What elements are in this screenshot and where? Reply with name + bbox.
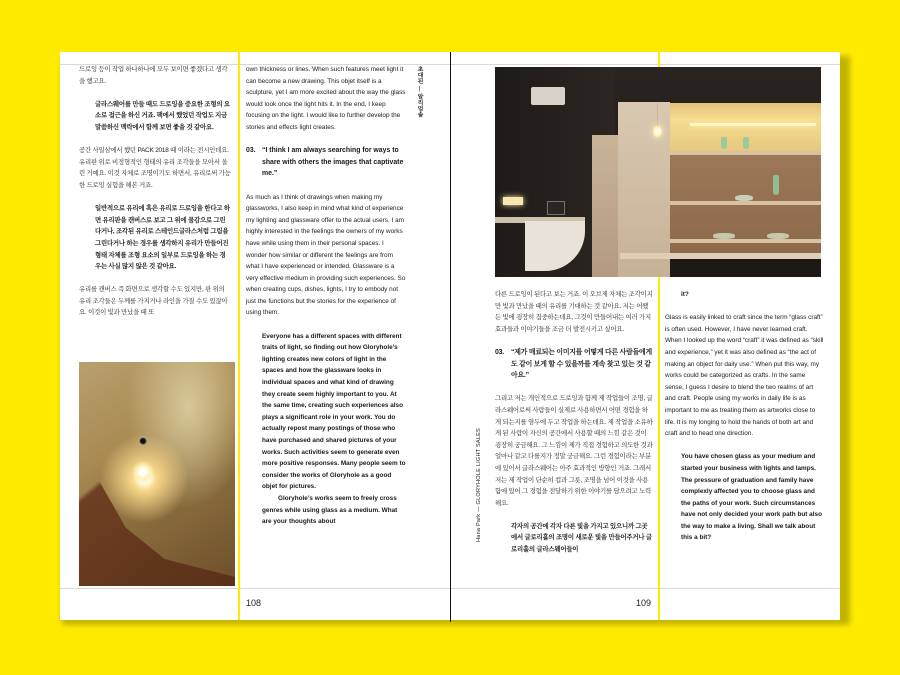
page-number: 108	[246, 598, 262, 608]
shelf	[670, 201, 821, 205]
body-paragraph: 유리를 캔버스 즉 화면으로 생각할 수도 있지만, 판 위의 유리 조각들은 두께를 가지거나 라인을 가질 수도 있잖아요. 이것이 빛과 만났을 때 또	[79, 286, 228, 317]
body-paragraph: 드로잉 등이 작업 하나하나에 모두 보이면 좋겠다고 생각을 했고요.	[79, 66, 228, 85]
right-page-109	[451, 52, 840, 620]
counter	[620, 253, 821, 259]
glass-closeup-photo	[79, 362, 235, 586]
interview-question: You have chosen glass as your medium and started your business with lights and lamps. The pressure of graduation and family have complexly affected you to choose glass and the paths of your work. Such circumstances have not only decided your work path but also the way to make a living. Shall we talk about this a bit?	[681, 453, 822, 542]
pendant-cord	[657, 103, 658, 125]
light-strip	[690, 123, 816, 126]
glass-hole	[138, 436, 148, 446]
body-paragraph: Glass is easily linked to craft since the term “glass craft” is often used. However, I have never learned craft. When I looked up the word “craft” it was defined as “skill and experience,” yet it was also defined as “the act of making an object for daily use.” When put this way, my works could be categorized as crafts. In the same sense, I guess I desire to blend the two realms of art and craft. People using my works in daily life is as important to me as treating them as artworks close to life. It is my longing to hold the hands of both art and craft and to head one direction.	[665, 314, 824, 438]
body-paragraph: own thickness or lines. When such features meet light it can become a new drawing. This objet itself is a sculpture, yet I am more excited about the way the glass would look once the light hits it. In the end, I keep focusing on the light. I would like to further develop the stories and effects light creates.	[246, 66, 406, 131]
shelf	[670, 151, 821, 155]
running-head: 초대된 — 알리엄솔	[416, 66, 422, 118]
heading-number: 03.	[495, 348, 504, 356]
heading-text: “I think I am always searching for ways to share with others the images that captivate me.”	[262, 147, 404, 178]
right-page-column-korean	[495, 289, 653, 567]
left-page-column-english	[246, 64, 406, 528]
left-page-column-korean	[79, 64, 231, 331]
desk-lamp	[503, 197, 523, 205]
interview-question: 일반적으로 유리에 혹은 유리로 드로잉을 한다고 하면 유리판을 캔버스로 보고 그 위에 물감으로 그린다거나, 조각된 유리로 스테인드글라스처럼 그림을 그린다거나 하는 경우를 생각하지 유리가 만들어진 형태 자체를 조형 요소의 일부로 드로잉을 하는 경우는 사실 많지 않은 것 같아요.	[95, 205, 230, 271]
body-paragraph: 공간 사일삼에서 했던 PACK 2018 때 이라는 전시인데요. 유리판 위로 비정형적인 형태의 유리 조각들을 모아서 올린 거예요. 이것 자체로 조명이기도 하면서, 유리로써 가능한 드로잉 실험을 해본 거죠.	[79, 147, 231, 189]
interview-question-end: it?	[681, 291, 689, 298]
heading-number: 03.	[246, 147, 256, 155]
wood-panel	[618, 102, 670, 277]
column-divider	[238, 52, 240, 620]
air-conditioner	[531, 87, 565, 105]
photo-frames	[547, 201, 565, 215]
top-rule	[451, 64, 840, 65]
interview-question: 각자의 공간에 각자 다른 빛을 가지고 있으니까 그곳에서 글로리홀의 조명이 새로운 빛을 만들어주거나 글로리홀의 글라스웨어들이	[511, 522, 652, 554]
running-foot: Hana Park — GLORYHOLE LIGHT SALES	[476, 428, 482, 542]
shelf	[670, 239, 821, 243]
glass-bowl	[735, 195, 753, 201]
bottom-rule	[60, 588, 451, 589]
glass-bowl	[713, 233, 735, 239]
spine-line	[450, 52, 451, 622]
showroom-photo	[495, 67, 821, 277]
pendant-bulb	[653, 125, 662, 138]
left-page-108	[60, 52, 451, 620]
interview-question: Gloryhole’s works seem to freely cross genres while using glass as a medium. What are your thoughts about	[262, 494, 398, 526]
interview-question: 글라스웨어를 만들 때도 드로잉을 중요한 조형의 요소로 접근을 하신 거죠. 팩에서 했었던 작업도 지금 말씀하신 맥락에서 함께 보면 좋을 것 같아요.	[95, 100, 230, 131]
glass-vase	[743, 137, 749, 149]
bottom-rule	[451, 588, 840, 589]
body-paragraph: 다른 드로잉이 된다고 보는 거죠. 이 오브제 자체는 조각이지만 빛과 만났을 때의 유리를 기대하는 것 같아요. 저는 어쨌든 빛에 굉장히 집중하는데요, 그것이 만들어내는 여러 가지 효과들과 이야기들을 조금 더 발전시키고 싶어요.	[495, 291, 653, 333]
page-number: 109	[636, 598, 652, 608]
light-glow	[132, 461, 154, 483]
glass-bowl	[767, 233, 789, 239]
section-heading-03	[495, 347, 653, 382]
right-page-column-english	[665, 289, 825, 556]
photo-background	[79, 362, 235, 586]
glass-vase	[721, 137, 727, 149]
glass-vase	[773, 175, 779, 195]
body-paragraph: As much as I think of drawings when making my glassworks, I also keep in mind what kind of experience my lighting and glassware offer to the actual users. I am highly interested in the feelings the owners of my works have while using them in their personal spaces. I wonder how similar or different the feelings are from what I have experienced or intended. Glassware is a very effective medium in providing such experiences. So when creating cups, dishes, lights, I try to embody not just the functions but the stories for the experience of using them.	[246, 193, 406, 317]
body-paragraph: 그리고 저는 개인적으로 드로잉과 함께 제 작업들이 조명, 글라스웨어로써 사람들이 실제로 사용하면서 어떤 경험을 하게 되는지를 염두에 두고 작업을 하는데요. 제 작업을 소유하게 된 사람이 자신의 공간에서 사용할 때의 느낌 같은 것이 굉장히 궁금해요. 그 느낌이 제가 직접 경험하고 의도한 것과 얼마나 같고 다를지가 정말 궁금해요. 그런 경험이라는 부분에 있어서 글라스웨어는 아주 효과적인 방향인 거죠. 그래서 저는 제 작업이 단순히 컵과 그릇, 조명을 넘어 이것을 사용함에 있어 그 경험을 전달하기 위한 이야기를 담으려고 노력해요.	[495, 395, 653, 507]
interview-question: Everyone has a different spaces with different traits of light, so finding out how Gloryhole’s lighting creates new colors of light in the spaces and how the glassware looks in individual spaces and what kind of drawing they create seem highly important to you. At the same time, creating such experiences also plays a significant role in your work. You do actually repost many postings of those who have purchased and shared pictures of your works. Such activities seem to generate even more positive responses. Many people seem to consider the works of Gloryhole as a good objet for pictures.	[262, 332, 406, 491]
section-heading-03	[246, 145, 406, 180]
heading-text: “제가 매료되는 이미지를 어떻게 다른 사람들에게도 같이 보게 할 수 있을까를 계속 찾고 있는 것 같아요.”	[511, 348, 652, 380]
